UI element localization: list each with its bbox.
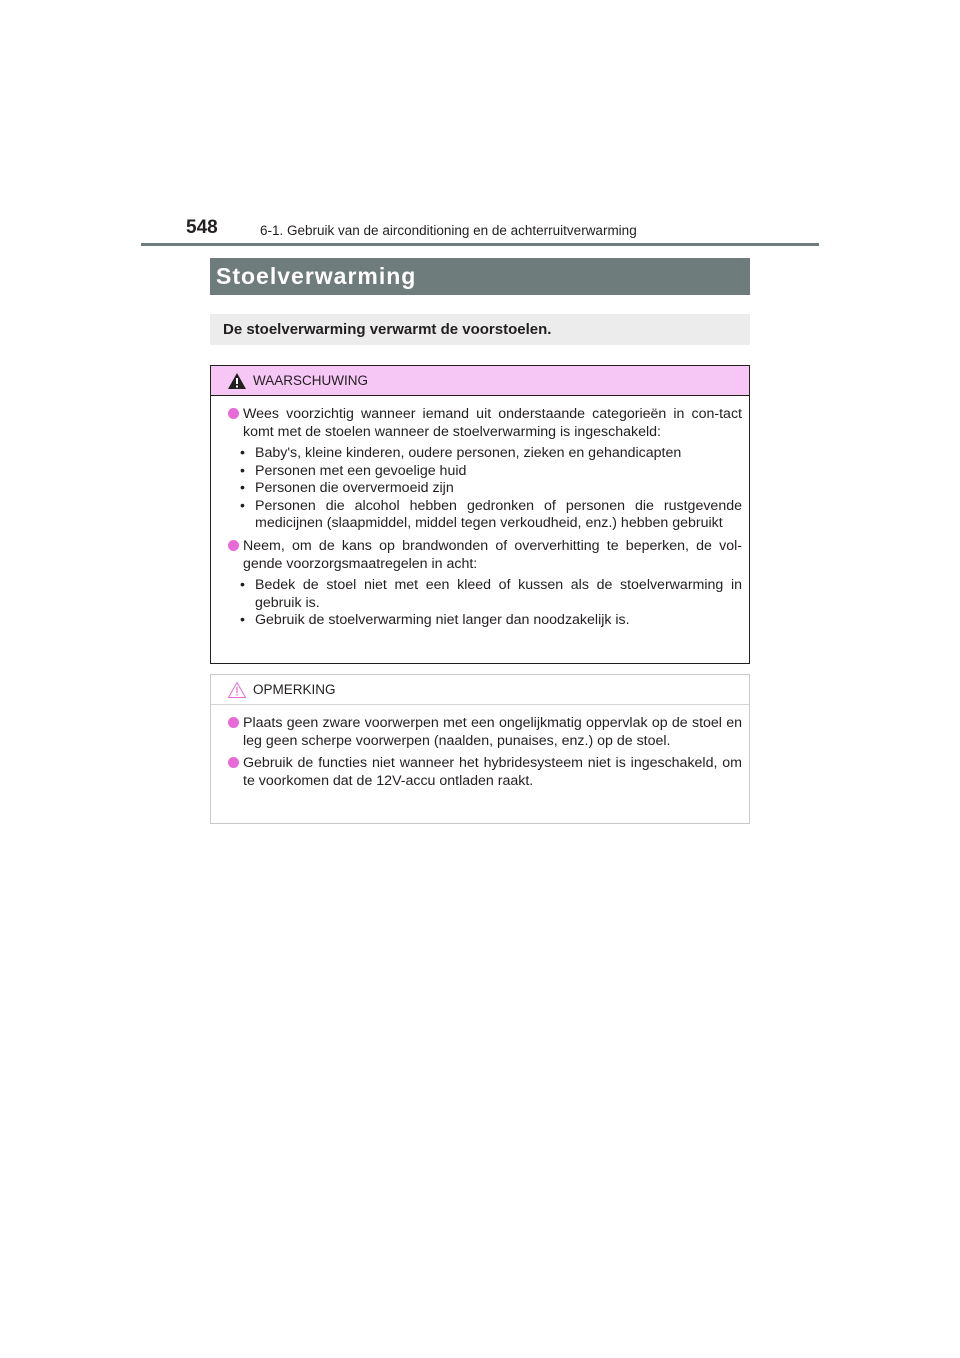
bullet-dot-icon — [228, 717, 239, 728]
notice-item-text: Gebruik de functies niet wanneer het hybridesysteem niet is ingeschakeld, om te voorkomen dat de 12V-accu ontladen raakt. — [243, 755, 742, 789]
list-item-text: Baby's, kleine kinderen, oudere personen, zieken en gehandicapten — [255, 445, 682, 461]
section-header — [210, 258, 750, 295]
intro-bar — [210, 314, 750, 345]
warning-box — [210, 365, 750, 664]
warning-item-text: Neem, om de kans op brandwonden of oververhitting te beperken, de vol-gende voorzorgsmaatregelen in acht: — [243, 537, 742, 572]
list-item: • Bedek de stoel niet met een kleed of kussen als de stoelverwarming in gebruik is. — [240, 576, 742, 611]
bullet-dot-icon — [228, 757, 239, 768]
warning-sub-list — [228, 577, 742, 630]
warning-item — [228, 405, 742, 441]
list-item-text: Personen die alcohol hebben gedronken of personen die rustgevende medicijnen (slaapmiddel, middel tegen verkoudheid, enz.) hebben gebruikt — [255, 497, 742, 532]
notice-label: OPMERKING — [253, 682, 336, 697]
header-divider — [141, 243, 819, 246]
list-item: • Personen die oververmoeid zijn — [240, 480, 454, 497]
list-item: • Personen met een gevoelige huid — [240, 462, 467, 479]
notice-box — [210, 674, 750, 824]
list-item-text: Bedek de stoel niet met een kleed of kussen als de stoelverwarming in gebruik is. — [255, 576, 742, 611]
list-item: • Personen die alcohol hebben gedronken of personen die rustgevende medicijnen (slaapmiddel, middel tegen verkoudheid, enz.) hebben gebruikt — [240, 497, 742, 532]
list-item-text: Personen met een gevoelige huid — [255, 462, 467, 479]
section-title: Stoelverwarming — [216, 263, 417, 289]
warning-item — [228, 537, 742, 573]
notice-item — [228, 714, 742, 750]
notice-item — [228, 754, 742, 790]
warning-item-text: Wees voorzichtig wanneer iemand uit onderstaande categorieën in con-tact komt met de stoelen wanneer de stoelverwarming is ingeschakeld: — [243, 406, 742, 440]
intro-text: De stoelverwarming verwarmt de voorstoelen. — [223, 321, 552, 338]
warning-triangle-filled-icon — [227, 372, 247, 390]
notice-item-text: Plaats geen zware voorwerpen met een ongelijkmatig oppervlak op de stoel en leg geen scherpe voorwerpen (naalden, punaises, enz.) op de stoel. — [243, 715, 742, 749]
warning-label: WAARSCHUWING — [253, 373, 368, 388]
warning-triangle-outline-icon — [227, 681, 247, 699]
list-item: • Baby's, kleine kinderen, oudere personen, zieken en gehandicapten — [240, 445, 682, 461]
warning-header — [211, 366, 749, 396]
bullet-dot-icon — [228, 540, 239, 551]
bullet-dot-icon — [228, 408, 239, 419]
page-number: 548 — [186, 217, 218, 238]
list-item-text: Gebruik de stoelverwarming niet langer dan noodzakelijk is. — [255, 612, 630, 629]
list-item-text: Personen die oververmoeid zijn — [255, 480, 454, 497]
warning-body — [211, 396, 749, 630]
chapter-title: 6-1. Gebruik van de airconditioning en de achterruitverwarming — [260, 223, 637, 238]
notice-header — [211, 675, 749, 705]
warning-sub-list — [228, 445, 742, 533]
list-item: • Gebruik de stoelverwarming niet langer dan noodzakelijk is. — [240, 612, 630, 629]
notice-body — [211, 705, 749, 790]
